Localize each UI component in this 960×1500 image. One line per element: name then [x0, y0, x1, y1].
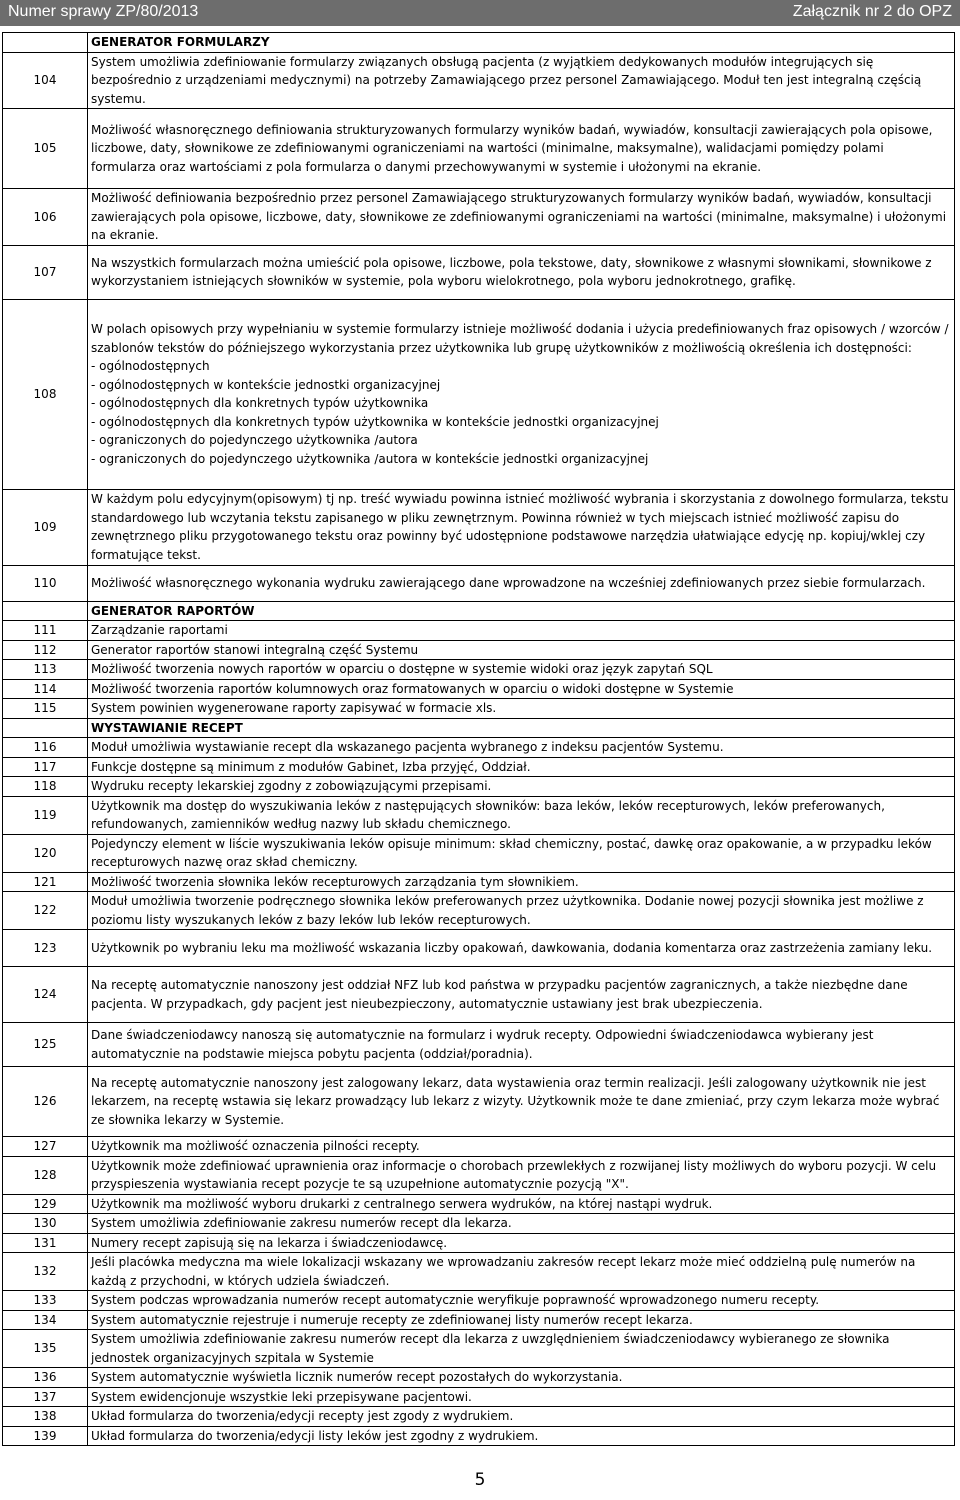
table-row	[3, 834, 955, 872]
requirement-text: Na receptę automatycznie nanoszony jest zalogowany lekarz, data wystawienia oraz termin realizacji. Jeśli zalogowany użytkownik nie jest lekarzem, na receptę wstawia się lekarz prowadzący lub lekarz z wizyty. Użytkownik może te dane zmieniać, przy czym lekarza może wybrać ze słownika lekarzy w Systemie.	[88, 1067, 955, 1137]
requirement-text: Zarządzanie raportami	[88, 621, 955, 641]
table-row	[3, 52, 955, 109]
row-number: 125	[3, 1023, 88, 1067]
requirement-text: System automatycznie rejestruje i numeruje recepty ze zdefiniowanej listy numerów recept lekarza.	[88, 1310, 955, 1330]
table-row	[3, 872, 955, 892]
row-number: 108	[3, 299, 88, 489]
requirement-text: System ewidencjonuje wszystkie leki przepisywane pacjentowi.	[88, 1387, 955, 1407]
row-number: 110	[3, 565, 88, 601]
row-number: 133	[3, 1291, 88, 1311]
table-row	[3, 892, 955, 930]
requirement-text: Możliwość definiowania bezpośrednio przez personel Zamawiającego strukturyzowanych formularzy wyników badań, wywiadów, konsultacji zawierających pola opisowe, liczbowe, daty, słownikowe ze zdefiniowanymi ograniczeniami na wartości (minimalne, maksymalne) i ułożonymi na ekranie.	[88, 189, 955, 246]
table-row	[3, 1214, 955, 1234]
table-row	[3, 299, 955, 489]
table-row	[3, 1310, 955, 1330]
requirement-text: Na wszystkich formularzach można umieścić pola opisowe, liczbowe, pola tekstowe, daty, słownikowe z własnymi słownikami, słownikowe z wykorzystaniem istniejących słowników w systemie, pola wyboru wielokrotnego, pola wyboru jednokrotnego, grafikę.	[88, 245, 955, 299]
row-number: 129	[3, 1194, 88, 1214]
requirement-text: Moduł umożliwia wystawianie recept dla wskazanego pacjenta wybranego z indeksu pacjentów Systemu.	[88, 738, 955, 758]
section-title: WYSTAWIANIE RECEPT	[88, 718, 955, 738]
row-number: 118	[3, 777, 88, 797]
row-number: 136	[3, 1368, 88, 1388]
requirement-text: Użytkownik po wybraniu leku ma możliwość wskazania liczby opakowań, dawkowania, dodania komentarza oraz zastrzeżenia zamiany leku.	[88, 930, 955, 967]
requirement-text: System umożliwia zdefiniowanie formularzy związanych obsługą pacjenta (z wyjątkiem dedykowanych modułów integrujących się bezpośrednio z urządzeniami medycznymi) na potrzeby Zamawiającego przez personel Zamawiającego. Moduł ten jest integralną częścią systemu.	[88, 52, 955, 109]
table-row	[3, 1330, 955, 1368]
row-number: 126	[3, 1067, 88, 1137]
row-number: 130	[3, 1214, 88, 1234]
row-number: 106	[3, 189, 88, 246]
table-row	[3, 796, 955, 834]
table-row	[3, 1067, 955, 1137]
section-header-row	[3, 718, 955, 738]
requirement-text: Moduł umożliwia tworzenie podręcznego słownika leków preferowanych przez użytkownika. Dodanie nowej pozycji słownika jest możliwe z poziomu listy wyszukanych leków z bazy leków lub leków recepturowych.	[88, 892, 955, 930]
row-number: 119	[3, 796, 88, 834]
requirement-text: Funkcje dostępne są minimum z modułów Gabinet, Izba przyjęć, Oddział.	[88, 757, 955, 777]
table-row	[3, 489, 955, 565]
row-number: 134	[3, 1310, 88, 1330]
requirement-text: Układ formularza do tworzenia/edycji listy leków jest zgodny z wydrukiem.	[88, 1426, 955, 1446]
row-number: 132	[3, 1253, 88, 1291]
table-row	[3, 565, 955, 601]
table-row	[3, 1387, 955, 1407]
requirement-text: Użytkownik może zdefiniować uprawnienia oraz informacje o chorobach przewlekłych z rozwijanej listy możliwych do wyboru pozycji. W celu przyspieszenia wystawiania recept pozycje te są uzupełnione automatycznie pozycją "X".	[88, 1156, 955, 1194]
section-header-row	[3, 601, 955, 621]
table-row	[3, 1137, 955, 1157]
requirement-text: Możliwość tworzenia nowych raportów w oparciu o dostępne w systemie widoki oraz język zapytań SQL	[88, 660, 955, 680]
page-header	[0, 0, 960, 26]
requirement-text: Użytkownik ma możliwość oznaczenia pilności recepty.	[88, 1137, 955, 1157]
row-number: 117	[3, 757, 88, 777]
row-number: 135	[3, 1330, 88, 1368]
table-row	[3, 679, 955, 699]
row-number: 115	[3, 699, 88, 719]
row-number: 109	[3, 489, 88, 565]
section-header-row	[3, 33, 955, 53]
row-number: 111	[3, 621, 88, 641]
row-number	[3, 718, 88, 738]
row-number: 131	[3, 1233, 88, 1253]
requirement-text: Możliwość własnoręcznego definiowania strukturyzowanych formularzy wyników badań, wywiadów, konsultacji zawierających pola opisowe, liczbowe, daty, słownikowe ze zdefiniowanymi ograniczeniami na wartości (minimalne, maksymalne), walidacjami pomiędzy polami formularza oraz wartościami z pola formularza o danymi przechowywanymi w systemie i ułożonymi na ekranie.	[88, 109, 955, 189]
requirement-text: Jeśli placówka medyczna ma wiele lokalizacji wskazany we wprowadzaniu zakresów recept lekarz może mieć oddzielną pulę numerów na każdą z przychodni, w których udziela świadczeń.	[88, 1253, 955, 1291]
row-number: 105	[3, 109, 88, 189]
table-row	[3, 1291, 955, 1311]
table-row	[3, 930, 955, 967]
row-number: 121	[3, 872, 88, 892]
requirements-table	[2, 32, 955, 1446]
row-number	[3, 601, 88, 621]
requirement-text: Możliwość tworzenia słownika leków recepturowych zarządzania tym słownikiem.	[88, 872, 955, 892]
page-number: 5	[474, 1470, 486, 1490]
table-row	[3, 699, 955, 719]
table-row	[3, 1023, 955, 1067]
attachment-label: Załącznik nr 2 do OPZ	[792, 3, 952, 20]
row-number: 137	[3, 1387, 88, 1407]
requirement-text: System podczas wprowadzania numerów recept automatycznie weryfikuje poprawność wprowadzonego numeru recepty.	[88, 1291, 955, 1311]
table-row	[3, 640, 955, 660]
requirement-text: System powinien wygenerowane raporty zapisywać w formacie xls.	[88, 699, 955, 719]
requirement-text: Na receptę automatycznie nanoszony jest oddział NFZ lub kod państwa w przypadku pacjentów zagranicznych, a także niezbędne dane pacjenta. W przypadkach, gdy pacjent jest nieubezpieczony, automatycznie ustawiany jest brak ubezpieczenia.	[88, 967, 955, 1023]
row-number: 123	[3, 930, 88, 967]
table-row	[3, 109, 955, 189]
table-row	[3, 245, 955, 299]
requirement-text: Możliwość tworzenia raportów kolumnowych oraz formatowanych w oparciu o widoki dostępne w Systemie	[88, 679, 955, 699]
case-number: Numer sprawy ZP/80/2013	[8, 3, 199, 20]
table-row	[3, 1407, 955, 1427]
row-number: 127	[3, 1137, 88, 1157]
table-row	[3, 1426, 955, 1446]
table-row	[3, 777, 955, 797]
row-number: 124	[3, 967, 88, 1023]
row-number: 122	[3, 892, 88, 930]
requirement-text: Możliwość własnoręcznego wykonania wydruku zawierającego dane wprowadzone na wcześniej zdefiniowanych przez siebie formularzach.	[88, 565, 955, 601]
row-number: 128	[3, 1156, 88, 1194]
table-row	[3, 660, 955, 680]
requirement-text: Dane świadczeniodawcy nanoszą się automatycznie na formularz i wydruk recepty. Odpowiedni świadczeniodawca wybierany jest automatycznie na podstawie miejsca pobytu pacjenta (oddział/poradnia).	[88, 1023, 955, 1067]
requirement-text: System umożliwia zdefiniowanie zakresu numerów recept dla lekarza.	[88, 1214, 955, 1234]
row-number: 112	[3, 640, 88, 660]
requirement-text: Wydruku recepty lekarskiej zgodny z zobowiązującymi przepisami.	[88, 777, 955, 797]
table-row	[3, 1194, 955, 1214]
table-row	[3, 1253, 955, 1291]
requirement-text: Pojedynczy element w liście wyszukiwania leków opisuje minimum: skład chemiczny, postać, dawkę oraz opakowanie, a w przypadku leków recepturowych nazwę oraz skład chemiczny.	[88, 834, 955, 872]
row-number: 120	[3, 834, 88, 872]
row-number: 138	[3, 1407, 88, 1427]
table-row	[3, 1368, 955, 1388]
requirement-text: Użytkownik ma możliwość wyboru drukarki z centralnego serwera wydruków, na której nastąpi wydruk.	[88, 1194, 955, 1214]
row-number: 114	[3, 679, 88, 699]
requirement-text: Numery recept zapisują się na lekarza i świadczeniodawcę.	[88, 1233, 955, 1253]
requirement-text: Układ formularza do tworzenia/edycji recepty jest zgody z wydrukiem.	[88, 1407, 955, 1427]
row-number	[3, 33, 88, 53]
requirement-text: W polach opisowych przy wypełnianiu w systemie formularzy istnieje możliwość dodania i użycia predefiniowanych fraz opisowych / wzorców / szablonów tekstów do późniejszego wykorzystania przez użytkownika lub grupę użytkowników z możliwością określenia ich dostępności: - ogólnodostępnych - ogólnodostępnych w kontekście jednostki organizacyjnej - ogólnodostępnych dla konkretnych typów użytkownika - ogólnodostępnych dla konkretnych typów użytkownika w kontekście jednostki organizacyjnej - ograniczonych do pojedynczego użytkownika /autora - ograniczonych do pojedynczego użytkownika /autora w kontekście jednostki organizacyjnej	[88, 299, 955, 489]
table-row	[3, 1156, 955, 1194]
row-number: 107	[3, 245, 88, 299]
table-row	[3, 738, 955, 758]
requirement-text: System automatycznie wyświetla licznik numerów recept pozostałych do wykorzystania.	[88, 1368, 955, 1388]
table-row	[3, 967, 955, 1023]
row-number: 113	[3, 660, 88, 680]
row-number: 104	[3, 52, 88, 109]
requirement-text: Generator raportów stanowi integralną część Systemu	[88, 640, 955, 660]
section-title: GENERATOR FORMULARZY	[88, 33, 955, 53]
table-row	[3, 621, 955, 641]
table-row	[3, 1233, 955, 1253]
row-number: 116	[3, 738, 88, 758]
section-title: GENERATOR RAPORTÓW	[88, 601, 955, 621]
requirement-text: Użytkownik ma dostęp do wyszukiwania leków z następujących słowników: baza leków, leków recepturowych, leków preferowanych, refundowanych, zamienników według nazwy lub składu chemicznego.	[88, 796, 955, 834]
row-number: 139	[3, 1426, 88, 1446]
table-row	[3, 189, 955, 246]
requirement-text: System umożliwia zdefiniowanie zakresu numerów recept dla lekarza z uwzględnieniem świadczeniodawcy wybieranego ze słownika jednostek organizacyjnych szpitala w Systemie	[88, 1330, 955, 1368]
requirement-text: W każdym polu edycyjnym(opisowym) tj np. treść wywiadu powinna istnieć możliwość wybrania i skorzystania z dowolnego formularza, tekstu standardowego lub wczytania tekstu zapisanego w pliku zewnętrznym. Powinna również w tych miejscach istnieć możliwość zapisu do zewnętrznego pliku przygotowanego tekstu oraz powinny być udostępnione podstawowe narzędzia ułatwiające edycję np. kopiuj/wklej czy formatujące tekst.	[88, 489, 955, 565]
table-row	[3, 757, 955, 777]
